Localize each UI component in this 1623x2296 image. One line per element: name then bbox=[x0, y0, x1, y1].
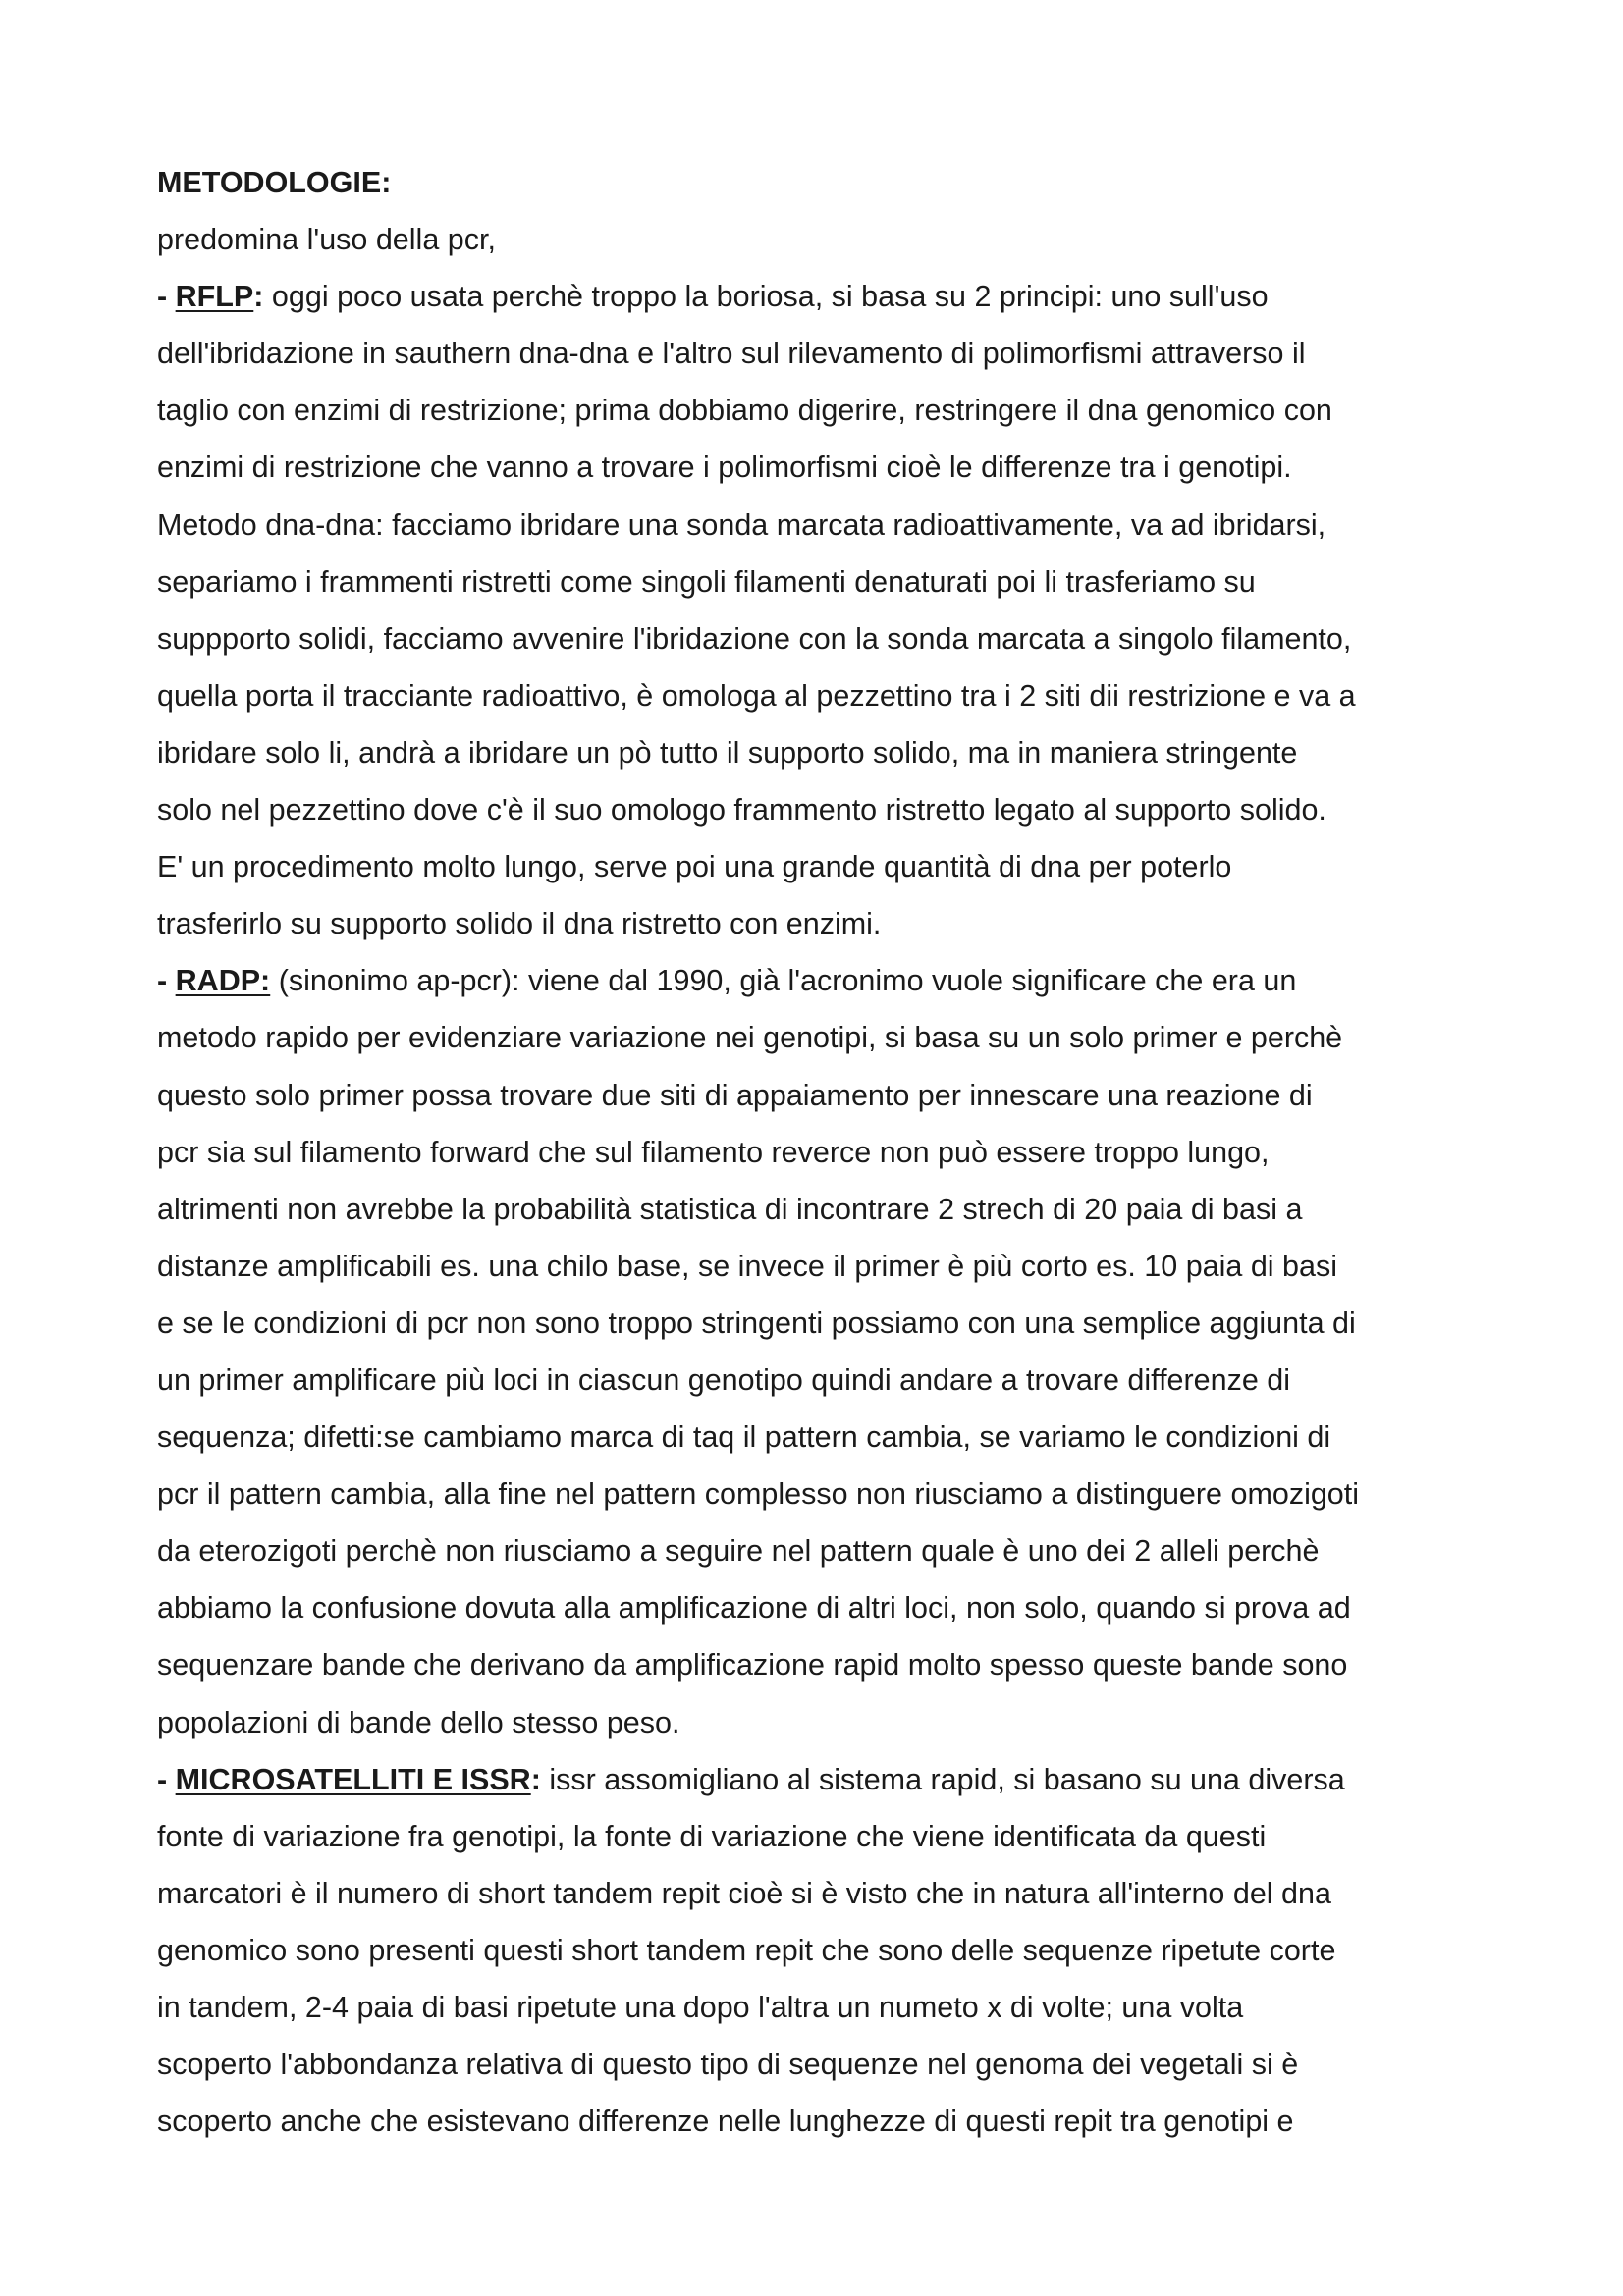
paragraph-line: metodo rapido per evidenziare variazione nei genotipi, si basa su un solo primer e perchè bbox=[157, 1021, 1343, 1055]
section-rflp bbox=[157, 268, 1483, 952]
paragraph-line: altrimenti non avrebbe la probabilità statistica di incontrare 2 strech di 20 paia di basi a bbox=[157, 1192, 1303, 1226]
paragraph-line: enzimi di restrizione che vanno a trovare i polimorfismi cioè le differenze tra i genotipi. bbox=[157, 451, 1292, 485]
paragraph-line: questo solo primer possa trovare due siti di appaiamento per innescare una reazione di bbox=[157, 1078, 1313, 1112]
paragraph-line: pcr sia sul filamento forward che sul filamento reverce non può essere troppo lungo, bbox=[157, 1135, 1270, 1169]
paragraph-line: scoperto l'abbondanza relativa di questo tipo di sequenze nel genoma dei vegetali si è bbox=[157, 2048, 1299, 2082]
paragraph-line: (sinonimo ap-pcr): viene dal 1990, già l'acronimo vuole significare che era un bbox=[270, 964, 1297, 998]
section-first-line bbox=[157, 1751, 1483, 1808]
paragraph-line: da eterozigoti perchè non riusciamo a seguire nel pattern quale è uno dei 2 alleli perchè bbox=[157, 1534, 1320, 1569]
paragraph-line: distanze amplificabili es. una chilo base, se invece il primer è più corto es. 10 paia di basi bbox=[157, 1249, 1337, 1283]
paragraph-line: trasferirlo su supporto solido il dna ristretto con enzimi. bbox=[157, 907, 882, 941]
paragraph-line: in tandem, 2-4 paia di basi ripetute una dopo l'altra un numeto x di volte; una volta bbox=[157, 1991, 1244, 2024]
section-first-line bbox=[157, 952, 1483, 1009]
section-term: RADP: bbox=[175, 964, 271, 998]
paragraph-line: Metodo dna-dna: facciamo ibridare una sonda marcata radioattivamente, va ad ibridarsi, bbox=[157, 507, 1326, 542]
paragraph-line: oggi poco usata perchè troppo la boriosa, si basa su 2 principi: uno sull'uso bbox=[263, 280, 1269, 314]
document-heading: METODOLOGIE: bbox=[157, 166, 392, 199]
section-term: MICROSATELLITI E ISSR bbox=[175, 1762, 531, 1796]
section-radp bbox=[157, 952, 1483, 1750]
paragraph-line: ibridare solo li, andrà a ibridare un pò tutto il supporto solido, ma in maniera stringente bbox=[157, 735, 1298, 770]
paragraph-line: un primer amplificare più loci in ciascun genotipo quindi andare a trovare differenze di bbox=[157, 1362, 1291, 1397]
paragraph-line: pcr il pattern cambia, alla fine nel pattern complesso non riusciamo a distinguere omozigoti bbox=[157, 1477, 1360, 1512]
paragraph-line: fonte di variazione fra genotipi, la fonte di variazione che viene identificata da questi bbox=[157, 1819, 1267, 1853]
paragraph-line: e se le condizioni di pcr non sono troppo stringenti possiamo con una semplice aggiunta di bbox=[157, 1306, 1356, 1340]
intro-line: predomina l'uso della pcr, bbox=[157, 223, 496, 257]
section-colon: : bbox=[530, 1762, 541, 1796]
section-dash: - bbox=[157, 964, 176, 998]
paragraph-line: solo nel pezzettino dove c'è il suo omologo frammento ristretto legato al supporto solido. bbox=[157, 793, 1326, 828]
section-first-line bbox=[157, 268, 1483, 325]
paragraph-line: suppporto solidi, facciamo avvenire l'ibridazione con la sonda marcata a singolo filamento, bbox=[157, 621, 1352, 656]
paragraph-line: separiamo i frammenti ristretti come singoli filamenti denaturati poi li trasferiamo su bbox=[157, 564, 1256, 599]
document-page bbox=[157, 154, 1483, 2150]
paragraph-line: issr assomigliano al sistema rapid, si basano su una diversa bbox=[540, 1762, 1345, 1796]
section-dash: - bbox=[157, 1762, 176, 1796]
section-microsatelliti bbox=[157, 1751, 1483, 2151]
paragraph-line: abbiamo la confusione dovuta alla amplificazione di altri loci, non solo, quando si prova ad bbox=[157, 1591, 1351, 1626]
paragraph-line: dell'ibridazione in sauthern dna-dna e l'altro sul rilevamento di polimorfismi attraverso il bbox=[157, 337, 1306, 371]
section-dash: - bbox=[157, 280, 176, 314]
paragraph-line: quella porta il tracciante radioattivo, è omologa al pezzettino tra i 2 siti dii restrizione e va a bbox=[157, 678, 1356, 713]
section-term: RFLP bbox=[175, 280, 254, 314]
paragraph-line: popolazioni di bande dello stesso peso. bbox=[157, 1705, 680, 1739]
paragraph-line: E' un procedimento molto lungo, serve poi una grande quantità di dna per poterlo bbox=[157, 850, 1232, 884]
paragraph-line: sequenzare bande che derivano da amplificazione rapid molto spesso queste bande sono bbox=[157, 1648, 1348, 1682]
paragraph-line: scoperto anche che esistevano differenze nelle lunghezze di questi repit tra genotipi e bbox=[157, 2105, 1294, 2139]
section-colon: : bbox=[253, 280, 264, 314]
paragraph-line: sequenza; difetti:se cambiamo marca di taq il pattern cambia, se variamo le condizioni di bbox=[157, 1420, 1331, 1455]
paragraph-line: marcatori è il numero di short tandem repit cioè si è visto che in natura all'interno del dna bbox=[157, 1876, 1331, 1910]
paragraph-line: taglio con enzimi di restrizione; prima dobbiamo digerire, restringere il dna genomico con bbox=[157, 394, 1332, 428]
paragraph-line: genomico sono presenti questi short tandem repit che sono delle sequenze ripetute corte bbox=[157, 1933, 1336, 1967]
